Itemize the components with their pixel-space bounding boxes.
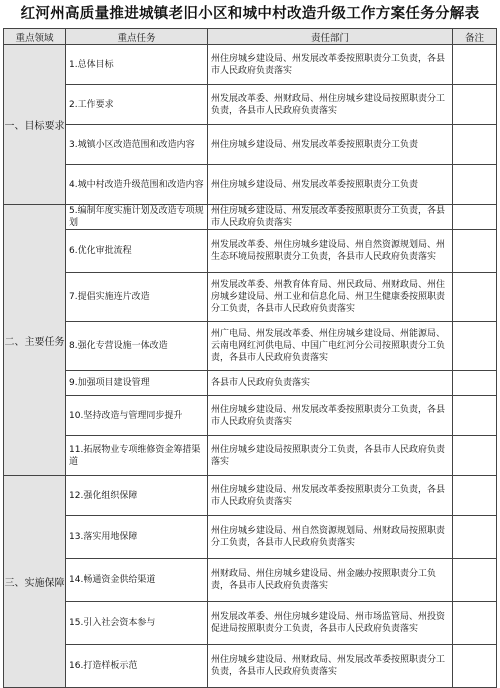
table-row [4, 165, 497, 205]
note-cell [453, 436, 497, 476]
dept-cell: 各县市人民政府负责落实 [208, 371, 453, 396]
note-cell [453, 322, 497, 371]
table-row [4, 436, 497, 476]
dept-cell: 州发展改革委、州财政局、州住房城乡建设局按照职责分工负责，各县市人民政府负责落实 [208, 85, 453, 125]
header-task: 重点任务 [66, 29, 208, 45]
task-cell: 1.总体目标 [66, 45, 208, 85]
table-row [4, 45, 497, 85]
dept-cell: 州发展改革委、州住房城乡建设局、州市场监管局、州投资促进局按照职责分工负责，各县市人民政府负责落实 [208, 602, 453, 645]
table-row [4, 322, 497, 371]
table-row [4, 205, 497, 230]
dept-cell: 州住房城乡建设局按照职责分工负责，各县市人民政府负责落实 [208, 436, 453, 476]
document-title: 红河州高质量推进城镇老旧小区和城中村改造升级工作方案任务分解表 [20, 6, 480, 22]
dept-cell: 州财政局、州住房城乡建设局、州金融办按照职责分工负责，各县市人民政府负责落实 [208, 559, 453, 602]
note-cell [453, 396, 497, 436]
dept-cell: 州广电局、州发展改革委、州住房城乡建设局、州能源局、云南电网红河供电局、中国广电红河分公司按照职责分工负责，各县市人民政府负责落实 [208, 322, 453, 371]
note-cell [453, 371, 497, 396]
task-cell: 16.打造样板示范 [66, 645, 208, 688]
table-row [4, 645, 497, 688]
note-cell [453, 45, 497, 85]
task-cell: 11.拓展物业专项维修资金筹措渠道 [66, 436, 208, 476]
note-cell [453, 476, 497, 516]
header-domain: 重点领域 [4, 29, 66, 45]
table-row [4, 516, 497, 559]
dept-cell: 州发展改革委、州教育体育局、州民政局、州财政局、州住房城乡建设局、州工业和信息化局、州卫生健康委按照职责分工负责，各县市人民政府负责落实 [208, 273, 453, 322]
note-cell [453, 125, 497, 165]
table-row [4, 602, 497, 645]
note-cell [453, 273, 497, 322]
table-row [4, 125, 497, 165]
task-cell: 13.落实用地保障 [66, 516, 208, 559]
category-cell: 一、目标要求 [4, 45, 66, 205]
task-cell: 10.坚持改造与管理同步提升 [66, 396, 208, 436]
note-cell [453, 645, 497, 688]
task-cell: 14.畅通资金供给渠道 [66, 559, 208, 602]
table-row [4, 230, 497, 273]
note-cell [453, 602, 497, 645]
task-cell: 12.强化组织保障 [66, 476, 208, 516]
category-cell: 三、实施保障 [4, 476, 66, 688]
task-cell: 8.强化专营设施一体改造 [66, 322, 208, 371]
header-dept: 责任部门 [208, 29, 453, 45]
table-row [4, 396, 497, 436]
task-cell: 3.城镇小区改造范围和改造内容 [66, 125, 208, 165]
table-row [4, 476, 497, 516]
table-row [4, 85, 497, 125]
dept-cell: 州住房城乡建设局、州发展改革委按照职责分工负责，各县市人民政府负责落实 [208, 205, 453, 230]
task-table [3, 28, 497, 688]
task-cell: 4.城中村改造升级范围和改造内容 [66, 165, 208, 205]
task-cell: 6.优化审批流程 [66, 230, 208, 273]
note-cell [453, 516, 497, 559]
category-cell: 二、主要任务 [4, 205, 66, 476]
task-cell: 15.引入社会资本参与 [66, 602, 208, 645]
dept-cell: 州住房城乡建设局、州发展改革委按照职责分工负责，各县市人民政府负责落实 [208, 476, 453, 516]
table-row [4, 559, 497, 602]
table-row [4, 273, 497, 322]
dept-cell: 州住房城乡建设局、州财政局、州发展改革委按照职责分工负责，各县市人民政府负责落实 [208, 645, 453, 688]
note-cell [453, 85, 497, 125]
note-cell [453, 559, 497, 602]
note-cell [453, 205, 497, 230]
dept-cell: 州住房城乡建设局、州发展改革委按照职责分工负责 [208, 125, 453, 165]
task-cell: 9.加强项目建设管理 [66, 371, 208, 396]
note-cell [453, 230, 497, 273]
task-cell: 2.工作要求 [66, 85, 208, 125]
dept-cell: 州住房城乡建设局、州发展改革委按照职责分工负责 [208, 165, 453, 205]
task-cell: 5.编制年度实施计划及改造专项规划 [66, 205, 208, 230]
note-cell [453, 165, 497, 205]
task-cell: 7.提倡实施连片改造 [66, 273, 208, 322]
header-note: 备注 [453, 29, 497, 45]
table-row [4, 371, 497, 396]
dept-cell: 州发展改革委、州住房城乡建设局、州自然资源规划局、州生态环境局按照职责分工负责，各县市人民政府负责落实 [208, 230, 453, 273]
dept-cell: 州住房城乡建设局、州自然资源规划局、州财政局按照职责分工负责，各县市人民政府负责落实 [208, 516, 453, 559]
dept-cell: 州住房城乡建设局、州发展改革委按照职责分工负责，各县市人民政府负责落实 [208, 45, 453, 85]
dept-cell: 州住房城乡建设局、州发展改革委按照职责分工负责，各县市人民政府负责落实 [208, 396, 453, 436]
table-header-row [4, 29, 497, 45]
